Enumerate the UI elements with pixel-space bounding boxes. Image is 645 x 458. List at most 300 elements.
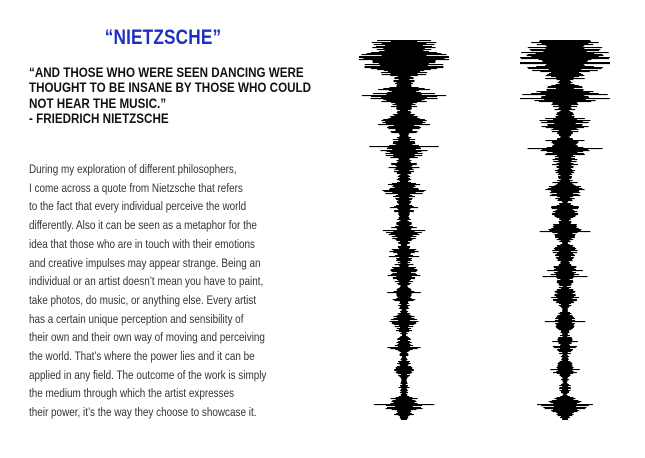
waveform-sample	[528, 47, 602, 48]
waveform-sample	[556, 114, 574, 115]
waveform-sample	[390, 152, 417, 153]
waveform-sample	[556, 254, 575, 255]
waveform-sample	[552, 141, 578, 142]
waveform-sample	[539, 59, 592, 60]
waveform-sample	[554, 269, 576, 270]
waveform-sample	[397, 105, 412, 106]
waveform-sample	[556, 367, 573, 368]
waveform-sample	[562, 201, 568, 202]
waveform-sample	[559, 157, 572, 158]
waveform-sample	[398, 412, 410, 413]
body-line: their own and their own way of moving and perceiving	[29, 330, 265, 345]
waveform-sample	[560, 83, 571, 84]
waveform-sample	[393, 114, 415, 115]
waveform-sample	[398, 200, 409, 201]
waveform-sample	[392, 249, 417, 250]
waveform-sample	[556, 268, 575, 269]
waveform-sample	[547, 87, 582, 88]
waveform-sample	[395, 300, 414, 301]
waveform-sample	[557, 280, 573, 281]
waveform-sample	[385, 50, 424, 51]
waveform-sample	[392, 236, 417, 237]
waveform-sample	[557, 316, 573, 317]
waveform-sample	[556, 325, 573, 326]
waveform-sample	[546, 140, 585, 141]
body-line: take photos, do music, or anything else. Every artist	[29, 292, 257, 307]
waveform-sample	[400, 340, 408, 341]
waveform-sample	[557, 79, 574, 80]
waveform-sample	[559, 178, 571, 179]
waveform-sample	[521, 58, 609, 59]
waveform-sample	[400, 287, 409, 288]
waveform-sample	[393, 400, 416, 401]
waveform-sample	[400, 216, 409, 217]
waveform-sample	[396, 367, 413, 368]
waveform-sample	[559, 219, 571, 220]
waveform-sample	[560, 374, 570, 375]
waveform-sample	[400, 110, 408, 111]
waveform-sample	[400, 311, 408, 312]
waveform-sample	[557, 253, 573, 254]
waveform-sample	[557, 246, 573, 247]
waveform-sample	[557, 205, 574, 206]
waveform-sample	[392, 186, 415, 187]
waveform-sample	[540, 231, 591, 232]
waveform-sample	[559, 385, 570, 386]
waveform-sample	[385, 153, 422, 154]
waveform-sample	[542, 43, 589, 44]
waveform-sample	[563, 378, 568, 379]
waveform-sample	[402, 357, 406, 358]
waveform-sample	[376, 46, 432, 47]
waveform-sample	[559, 351, 571, 352]
waveform-sample	[557, 301, 574, 302]
waveform-sample	[383, 48, 425, 49]
waveform-sample	[557, 281, 574, 282]
waveform-sample	[551, 72, 579, 73]
waveform-sample	[559, 135, 571, 136]
waveform-sample	[557, 399, 574, 400]
waveform-sample	[392, 192, 416, 193]
waveform-sample	[561, 179, 570, 180]
waveform-sample	[399, 217, 410, 218]
waveform-sample	[398, 297, 410, 298]
body-line: differently. Also it can be seen as a metaphor for the	[29, 218, 257, 233]
waveform-sample	[552, 411, 577, 412]
waveform-sample	[552, 164, 578, 165]
waveform-sample	[394, 210, 414, 211]
waveform-sample	[382, 55, 427, 56]
waveform-sample	[401, 312, 407, 313]
waveform-sample	[400, 301, 409, 302]
waveform-sample	[398, 246, 410, 247]
waveform-sample	[396, 129, 413, 130]
waveform-sample	[399, 314, 409, 315]
waveform-sample	[396, 239, 413, 240]
waveform-sample	[522, 94, 607, 95]
waveform-sample	[402, 384, 406, 385]
waveform-sample	[391, 132, 416, 133]
waveform-sample	[395, 349, 412, 350]
waveform-sample	[559, 256, 571, 257]
waveform-sample	[530, 49, 601, 50]
waveform-sample	[558, 177, 572, 178]
waveform-sample	[547, 124, 583, 125]
waveform-sample	[389, 251, 418, 252]
waveform-sample	[558, 413, 573, 414]
waveform-sample	[390, 116, 418, 117]
waveform-sample	[558, 366, 573, 367]
waveform-sample	[402, 310, 407, 311]
waveform-sample	[391, 398, 418, 399]
waveform-sample	[536, 53, 595, 54]
waveform-sample	[383, 99, 424, 100]
waveform-sample	[554, 267, 576, 268]
waveform-sample	[402, 309, 407, 310]
waveform-sample	[555, 323, 575, 324]
waveform-sample	[391, 102, 417, 103]
waveform-sample	[541, 405, 589, 406]
waveform-sample	[558, 176, 572, 177]
waveform-sample	[559, 303, 571, 304]
waveform-sample	[556, 326, 575, 327]
waveform-sample	[558, 260, 573, 261]
waveform-sample	[562, 383, 567, 384]
waveform-sample	[398, 194, 410, 195]
waveform-sample	[397, 295, 412, 296]
waveform-sample	[559, 165, 572, 166]
waveform-sample	[553, 226, 577, 227]
waveform-sample	[545, 78, 585, 79]
waveform-sample	[393, 104, 416, 105]
waveform-sample	[543, 407, 586, 408]
waveform-sample	[563, 354, 567, 355]
waveform-sample	[556, 210, 575, 211]
waveform-sample	[387, 292, 421, 293]
waveform-sample	[371, 98, 438, 99]
waveform-sample	[400, 177, 409, 178]
waveform-sample	[383, 88, 424, 89]
waveform-sample	[392, 149, 416, 150]
waveform-sample	[392, 91, 416, 92]
waveform-sample	[393, 196, 415, 197]
waveform-sample	[387, 151, 422, 152]
waveform-sample	[561, 240, 570, 241]
waveform-sample	[389, 128, 420, 129]
body-line: has a certain unique perception and sensibility of	[29, 311, 244, 326]
waveform-sample	[392, 238, 415, 239]
waveform-sample	[520, 63, 610, 64]
waveform-sample	[392, 273, 415, 274]
quote-attribution: - FRIEDRICH NIETZSCHE	[29, 111, 169, 128]
waveform-sample	[552, 146, 578, 147]
waveform-sample	[399, 362, 409, 363]
waveform-sample	[552, 131, 578, 132]
waveform-sample	[559, 130, 572, 131]
waveform-sample	[386, 408, 423, 409]
waveform-sample	[559, 287, 571, 288]
waveform-sample	[562, 242, 568, 243]
waveform-sample	[559, 222, 571, 223]
waveform-sample	[560, 345, 570, 346]
waveform-sample	[557, 112, 572, 113]
waveform-sample	[399, 170, 410, 171]
waveform-sample	[398, 212, 409, 213]
waveform-sample	[540, 40, 590, 41]
waveform-sample	[557, 209, 572, 210]
waveform-sample	[540, 71, 589, 72]
waveform-sample	[552, 400, 579, 401]
waveform-sample	[552, 104, 579, 105]
waveform-sample	[393, 316, 414, 317]
waveform-sample	[541, 92, 590, 93]
waveform-sample	[555, 156, 575, 157]
waveform-sample	[531, 42, 598, 43]
waveform-sample	[391, 163, 417, 164]
waveform-sample	[400, 353, 408, 354]
waveform-sample	[541, 150, 590, 151]
waveform-sample	[556, 296, 574, 297]
waveform-sample	[552, 103, 577, 104]
waveform-sample	[400, 364, 409, 365]
waveform-sample	[555, 249, 575, 250]
waveform-sample	[397, 296, 411, 297]
waveform-sample	[557, 239, 573, 240]
waveform-sample	[391, 233, 418, 234]
waveform-sample	[401, 395, 408, 396]
waveform-sample	[539, 101, 591, 102]
waveform-sample	[395, 103, 413, 104]
waveform-sample	[390, 75, 418, 76]
waveform-sample	[397, 363, 411, 364]
sound-waveform-icon	[519, 40, 611, 420]
waveform-sample	[398, 361, 410, 362]
waveform-sample	[551, 228, 579, 229]
waveform-sample	[397, 294, 412, 295]
waveform-sample	[561, 307, 568, 308]
waveform-sample	[558, 82, 573, 83]
waveform-sample	[395, 281, 413, 282]
waveform-sample	[559, 223, 571, 224]
waveform-sample	[554, 347, 576, 348]
waveform-sample	[555, 235, 575, 236]
waveform-sample	[559, 353, 571, 354]
waveform-sample	[558, 293, 573, 294]
waveform-sample	[399, 159, 410, 160]
waveform-sample	[398, 178, 410, 179]
waveform-sample	[555, 291, 576, 292]
waveform-sample	[392, 271, 417, 272]
waveform-sample	[399, 215, 409, 216]
waveform-sample	[398, 262, 410, 263]
waveform-sample	[556, 371, 573, 372]
waveform-sample	[559, 284, 572, 285]
waveform-sample	[398, 158, 410, 159]
waveform-sample	[384, 191, 424, 192]
waveform-sample	[560, 262, 570, 263]
waveform-sample	[402, 356, 406, 357]
waveform-sample	[400, 327, 408, 328]
waveform-sample	[365, 67, 444, 68]
waveform-sample	[557, 163, 574, 164]
waveform-sample	[395, 235, 412, 236]
waveform-sample	[395, 198, 412, 199]
waveform-sample	[560, 204, 571, 205]
waveform-sample	[561, 136, 570, 137]
waveform-sample	[557, 138, 572, 139]
waveform-sample	[557, 193, 573, 194]
waveform-sample	[559, 107, 570, 108]
waveform-sample	[520, 62, 610, 63]
waveform-sample	[399, 257, 408, 258]
waveform-sample	[397, 109, 411, 110]
waveform-sample	[394, 81, 415, 82]
waveform-sample	[560, 175, 569, 176]
waveform-sample	[550, 192, 580, 193]
waveform-sample	[559, 342, 572, 343]
waveform-sample	[398, 341, 410, 342]
waveform-sample	[400, 135, 409, 136]
waveform-sample	[563, 382, 567, 383]
waveform-sample	[552, 250, 577, 251]
waveform-sample	[558, 115, 572, 116]
waveform-sample	[391, 274, 417, 275]
waveform-sample	[381, 150, 428, 151]
waveform-sample	[393, 299, 416, 300]
waveform-sample	[400, 365, 408, 366]
waveform-sample	[547, 121, 583, 122]
waveform-sample	[552, 208, 578, 209]
waveform-sample	[390, 348, 417, 349]
waveform-sample	[558, 169, 572, 170]
waveform-sample	[396, 293, 412, 294]
waveform-sample	[551, 187, 579, 188]
waveform-sample	[397, 317, 412, 318]
waveform-sample	[546, 64, 584, 65]
waveform-sample	[560, 111, 571, 112]
waveform-sample	[546, 48, 585, 49]
waveform-sample	[401, 388, 406, 389]
waveform-sample	[547, 151, 583, 152]
waveform-sample	[558, 322, 572, 323]
waveform-sample	[551, 410, 579, 411]
waveform-sample	[546, 127, 584, 128]
waveform-sample	[553, 252, 577, 253]
waveform-sample	[561, 110, 569, 111]
waveform-sample	[397, 172, 411, 173]
waveform-sample	[389, 234, 420, 235]
waveform-sample	[396, 222, 411, 223]
waveform-sample	[397, 111, 410, 112]
waveform-sample	[401, 358, 407, 359]
waveform-sample	[558, 199, 572, 200]
waveform-sample	[551, 402, 580, 403]
waveform-sample	[388, 275, 421, 276]
waveform-sample	[559, 343, 572, 344]
waveform-sample	[397, 373, 410, 374]
waveform-sample	[399, 213, 410, 214]
waveform-sample	[527, 67, 603, 68]
waveform-sample	[392, 401, 417, 402]
waveform-sample	[397, 208, 410, 209]
waveform-sample	[393, 142, 415, 143]
waveform-sample	[554, 406, 576, 407]
waveform-sample	[556, 257, 574, 258]
waveform-sample	[560, 390, 571, 391]
waveform-sample	[558, 365, 573, 366]
waveform-sample	[557, 282, 573, 283]
waveform-sample	[398, 247, 410, 248]
waveform-sample	[555, 216, 575, 217]
waveform-sample	[556, 302, 574, 303]
waveform-sample	[398, 350, 410, 351]
waveform-sample	[396, 108, 412, 109]
waveform-sample	[561, 379, 569, 380]
waveform-sample	[531, 56, 598, 57]
waveform-sample	[559, 313, 572, 314]
waveform-sample	[386, 100, 421, 101]
waveform-sample	[391, 106, 417, 107]
waveform-sample	[555, 234, 576, 235]
waveform-sample	[396, 276, 411, 277]
waveform-sample	[543, 61, 588, 62]
body-line: the medium through which the artist expresses	[29, 386, 235, 401]
waveform-sample	[556, 275, 574, 276]
waveform-sample	[392, 323, 416, 324]
waveform-sample	[560, 335, 570, 336]
waveform-sample	[558, 340, 572, 341]
waveform-sample	[400, 385, 408, 386]
waveform-sample	[549, 186, 581, 187]
waveform-sample	[399, 337, 409, 338]
waveform-sample	[554, 225, 576, 226]
waveform-sample	[555, 170, 575, 171]
waveform-sample	[554, 295, 575, 296]
waveform-sample	[560, 312, 570, 313]
waveform-sample	[367, 53, 442, 54]
waveform-sample	[400, 355, 408, 356]
waveform-sample	[391, 117, 417, 118]
waveform-sample	[402, 360, 407, 361]
waveform-sample	[558, 160, 571, 161]
waveform-sample	[378, 89, 430, 90]
waveform-sample	[546, 45, 585, 46]
waveform-sample	[397, 162, 411, 163]
waveform-sample	[396, 399, 413, 400]
waveform-sample	[386, 155, 422, 156]
waveform-sample	[545, 65, 585, 66]
waveform-sample	[552, 213, 578, 214]
waveform-sample	[397, 240, 412, 241]
waveform-sample	[395, 406, 413, 407]
waveform-sample	[383, 230, 425, 231]
waveform-sample	[553, 152, 578, 153]
waveform-sample	[381, 97, 427, 98]
waveform-sample	[553, 299, 577, 300]
waveform-sample	[556, 77, 574, 78]
waveform-sample	[397, 237, 411, 238]
body-line: idea that those who are in touch with their emotions	[29, 236, 256, 251]
waveform-sample	[396, 368, 412, 369]
waveform-sample	[397, 219, 411, 220]
waveform-sample	[540, 120, 591, 121]
waveform-sample	[372, 47, 435, 48]
waveform-sample	[395, 264, 414, 265]
waveform-sample	[559, 173, 572, 174]
waveform-sample	[559, 218, 570, 219]
waveform-sample	[377, 40, 431, 41]
waveform-sample	[557, 184, 574, 185]
